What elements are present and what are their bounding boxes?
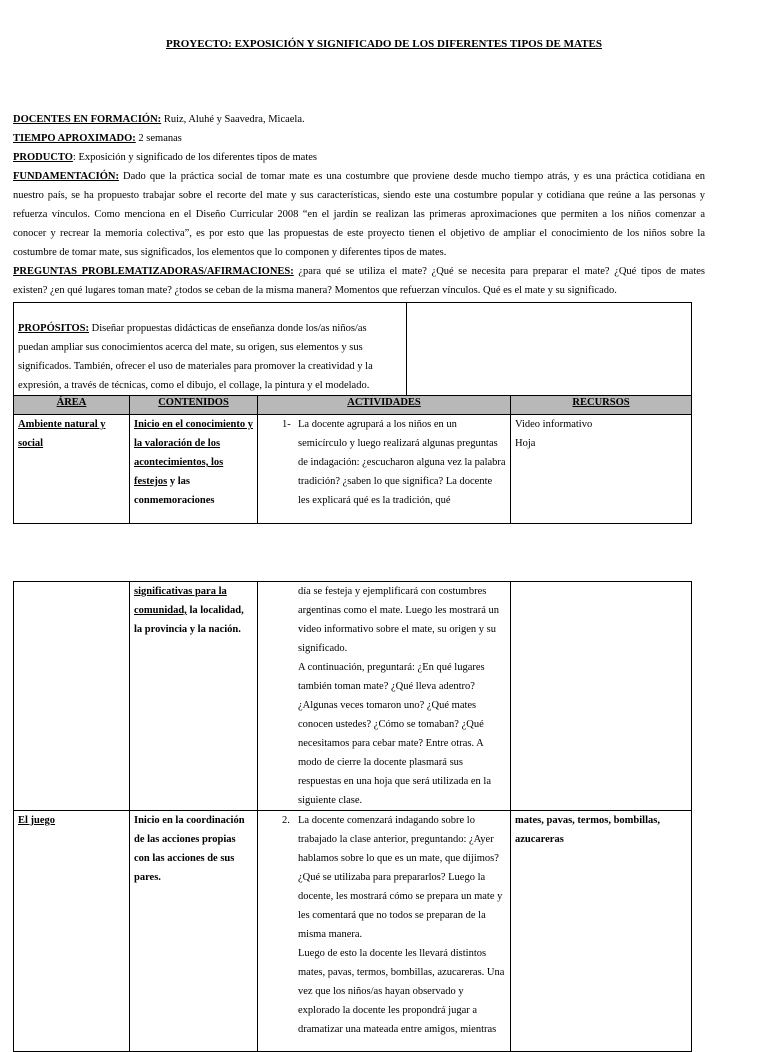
fund-line-2: nuestro país, se ha propuesto trabajar sobre el recorte del mate y sus características, siendo este una costumbre popular y cotidiana que reúne a las personas y [13, 190, 705, 201]
propositos-line-3: significados. También, ofrecer el uso de materiales para promover la creatividad y la [18, 361, 373, 372]
preg-line-2: existen? ¿en qué lugares toman mate? ¿todos se ceban de la misma manera? Momentos que refuerzan vínculos. Qué es el mate y su significado. [13, 285, 617, 296]
contenidos-rest: la localidad, la provincia y la nación. [134, 605, 244, 635]
propositos-cell [14, 303, 407, 396]
recursos-cell [511, 582, 692, 811]
activity-number: 1- [282, 419, 291, 430]
header-recursos: RECURSOS [511, 396, 692, 415]
activity-number: 2. [282, 815, 290, 826]
activity-text-1: La docente comenzará indagando sobre lo trabajado la clase anterior, preguntando: ¿Ayer hablamos sobre lo que es un mate, que dijimos? ¿Qué se utilizaba para prepararlos? Luego la docente, les mostrará cómo se prepara un mate y les comentará que no todos se preparan de la misma manera. [298, 815, 503, 940]
fundamentacion [13, 167, 705, 262]
activity-text-1: día se festeja y ejemplificará con costumbres argentinas como el mate. Luego les mostrará un video informativo sobre el mate, su origen y su significado. [298, 586, 499, 654]
docentes-label: DOCENTES EN FORMACIÓN: [13, 114, 162, 125]
preguntas [13, 262, 705, 300]
table-header-row [14, 396, 692, 415]
area-cell [14, 582, 130, 811]
contenidos-cell [130, 415, 258, 524]
docentes-line [13, 110, 705, 129]
recurso-item: Video informativo [515, 419, 593, 430]
recursos-cell: mates, pavas, termos, bombillas, azucareras [511, 811, 692, 1052]
actividades-cell [258, 811, 511, 1052]
actividades-cell [258, 582, 511, 811]
table-row [14, 415, 692, 524]
contenidos-underlined: significativas para la comunidad, [134, 586, 227, 616]
activity-text-2: A continuación, preguntará: ¿En qué lugares también toman mate? ¿Qué lleva adentro? ¿Algunas veces tomaron uno? ¿Qué mates conocen ustedes? ¿Cómo se tomaban? ¿Qué necesitamos para cebar mate? Entre otras. A modo de cierre la docente plasmará sus respuestas en una hoja que será utilizada en la siguiente clase. [298, 662, 492, 806]
recursos-cell [511, 415, 692, 524]
fund-line-5: costumbre de tomar mate, sus significados, los elementos que lo componen y diferentes tipos de mates. [13, 247, 447, 258]
preg-line-1 [13, 262, 705, 281]
fund-line-1 [13, 167, 705, 186]
preg-text-1: ¿para qué se utiliza el mate? ¿Qué se necesita para preparar el mate? ¿Qué tipos de mates [293, 266, 705, 277]
intro-section [13, 110, 705, 300]
actividades-cell [258, 415, 511, 524]
header-actividades: ACTIVIDADES [258, 396, 511, 415]
propositos-line-1: Diseñar propuestas didácticas de enseñanza donde los/as niños/as [89, 323, 367, 334]
producto-line [13, 148, 705, 167]
fund-line-4: conocer y recrear la memoria colectiva”, es por esto que las propuestas de este proyecto tienen el objetivo de ampliar el conocimiento de los niños sobre la [13, 228, 705, 239]
activity-text-2: Luego de esto la docente les llevará distintos mates, pavas, termos, bombillas, azucareras. Una vez que los niños/as hayan observado y explorado la docente les propondrá jugar a dramatizar una mateada entre amigos, mientras [298, 948, 505, 1035]
propositos-line-4: expresión, a través de técnicas, como el dibujo, el collage, la pintura y el modelado. [18, 380, 370, 391]
producto-value: : Exposición y significado de los diferentes tipos de mates [72, 152, 317, 163]
recurso-item: Hoja [515, 438, 536, 449]
contenidos-cell [130, 582, 258, 811]
area-cell: Ambiente natural y social [14, 415, 130, 524]
propositos-table [13, 302, 692, 396]
preguntas-label: PREGUNTAS PROBLEMATIZADORAS/AFIRMACIONES: [13, 266, 294, 277]
propositos-empty-cell [407, 303, 692, 396]
table-row [14, 811, 692, 1052]
contenidos-rest: y las conmemoraciones [134, 476, 215, 506]
contenidos-cell: Inicio en la coordinación de las acciones propias con las acciones de sus pares. [130, 811, 258, 1052]
fund-line-3: refuerza vínculos. Como menciona en el Diseño Curricular 2008 “en el jardín se realizan las primeras aproximaciones que permiten a los niños comenzar a [13, 209, 705, 220]
contenidos-underlined: Inicio en el conocimiento y la valoración de los acontecimientos, los festejos [134, 419, 253, 487]
area-cell: El juego [14, 811, 130, 1052]
activity-text: La docente agrupará a los niños en un semicírculo y luego realizará algunas preguntas de indagación: ¿escucharon alguna vez la palabra tradición? ¿saben lo que significa? La docente les explicará qué es la tradición, qué [298, 419, 506, 506]
fundamentacion-label: FUNDAMENTACIÓN: [13, 171, 119, 182]
producto-label: PRODUCTO [13, 152, 73, 163]
header-contenidos: CONTENIDOS [130, 396, 258, 415]
tiempo-line [13, 129, 705, 148]
planning-table-2 [13, 581, 692, 1052]
propositos-label: PROPÓSITOS: [18, 323, 89, 334]
planning-table-1 [13, 395, 692, 524]
propositos-line-2: puedan ampliar sus conocimientos acerca del mate, su origen, sus elementos y sus [18, 342, 363, 353]
header-area: ÁREA [14, 396, 130, 415]
fund-text-1: Dado que la práctica social de tomar mate es una costumbre que proviene desde mucho tiempo atrás, y es una práctica cotidiana en [118, 171, 705, 182]
tiempo-label: TIEMPO APROXIMADO: [13, 133, 136, 144]
tiempo-value: 2 semanas [135, 133, 182, 144]
page-title: PROYECTO: EXPOSICIÓN Y SIGNIFICADO DE LOS DIFERENTES TIPOS DE MATES [166, 38, 602, 50]
docentes-value: Ruiz, Aluhé y Saavedra, Micaela. [161, 114, 305, 125]
table-row [14, 582, 692, 811]
